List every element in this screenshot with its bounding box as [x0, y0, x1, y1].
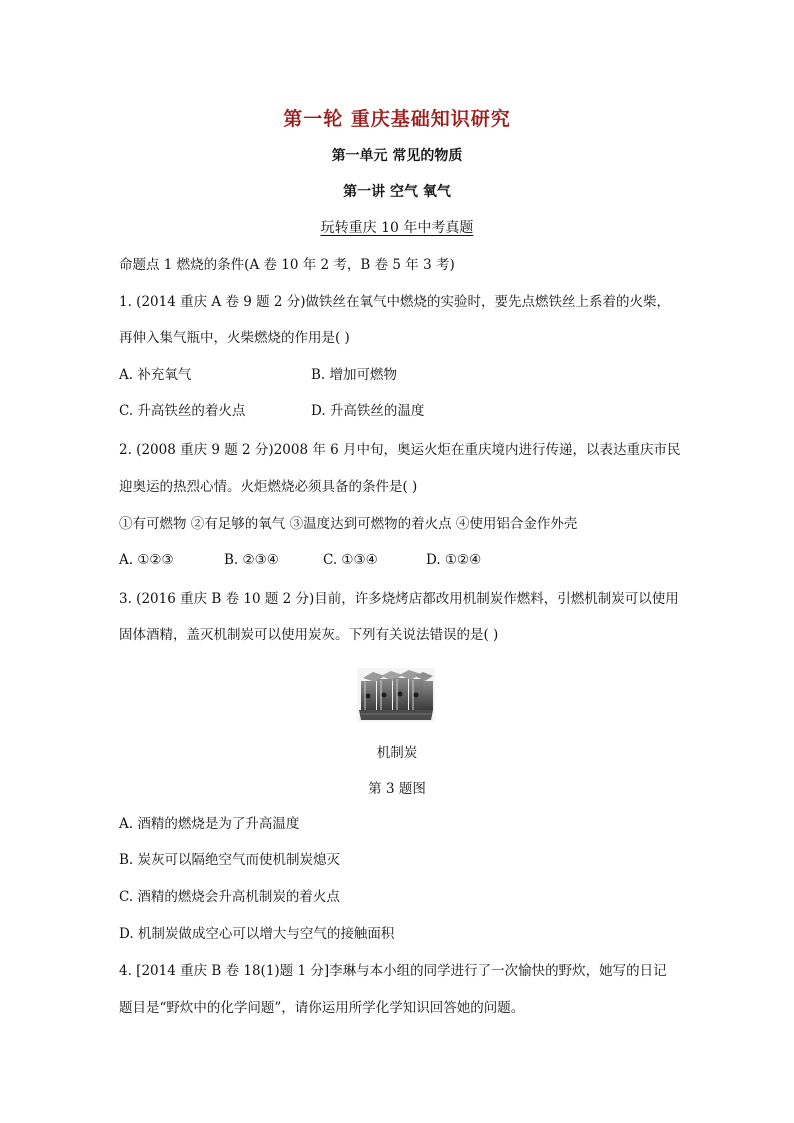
section-heading-text: 玩转重庆 10 年中考真题 — [320, 220, 474, 236]
q3-line1: 3. (2016 重庆 B 卷 10 题 2 分)目前，许多烧烤店都改用机制炭作燃料，引燃机制炭可以使用 — [119, 591, 679, 607]
q3-line2: 固体酒精，盖灭机制炭可以使用炭灰。下列有关说法错误的是( ) — [119, 627, 499, 643]
lesson-heading: 第一讲 空气 氧气 — [343, 184, 451, 200]
q4-line1: 4. [2014 重庆 B 卷 18(1)题 1 分]李琳与本小组的同学进行了一次愉快的野炊，她写的日记 — [119, 963, 667, 979]
q2-line2: 迎奥运的热烈心情。火炬燃烧必须具备的条件是( ) — [119, 479, 418, 495]
q1-option-a: A. 补充氧气 — [119, 367, 192, 383]
q1-option-d: D. 升高铁丝的温度 — [311, 403, 425, 419]
q2-option-d: D. ①②④ — [426, 552, 482, 568]
q1-option-c: C. 升高铁丝的着火点 — [119, 403, 246, 419]
topic-line: 命题点 1 燃烧的条件(A 卷 10 年 2 考，B 卷 5 年 3 考) — [119, 257, 455, 273]
q2-option-c: C. ①③④ — [323, 552, 378, 568]
figure-label: 机制炭 — [376, 745, 418, 761]
unit-heading: 第一单元 常见的物质 — [331, 148, 463, 164]
figure-caption: 第 3 题图 — [368, 781, 426, 797]
section-heading — [0, 217, 794, 237]
q4-line2: 题目是“野炊中的化学问题”，请你运用所学化学知识回答她的问题。 — [119, 1000, 525, 1016]
q2-conditions: ①有可燃物 ②有足够的氧气 ③温度达到可燃物的着火点 ④使用铝合金作外壳 — [119, 516, 578, 532]
q3-option-d: D. 机制炭做成空心可以增大与空气的接触面积 — [119, 926, 395, 942]
charcoal-briquettes-image — [357, 668, 435, 722]
q2-option-a: A. ①②③ — [119, 552, 174, 568]
main-title: 第一轮 重庆基础知识研究 — [283, 108, 511, 130]
q2-line1: 2. (2008 重庆 9 题 2 分)2008 年 6 月中旬，奥运火炬在重庆境内进行传递，以表达重庆市民 — [119, 442, 681, 458]
q2-option-b: B. ②③④ — [224, 552, 279, 568]
q1-option-b: B. 增加可燃物 — [311, 367, 398, 383]
q3-option-b: B. 炭灰可以隔绝空气而使机制炭熄灭 — [119, 852, 341, 868]
q1-line2: 再伸入集气瓶中，火柴燃烧的作用是( ) — [119, 330, 350, 346]
q3-option-c: C. 酒精的燃烧会升高机制炭的着火点 — [119, 889, 340, 905]
q3-option-a: A. 酒精的燃烧是为了升高温度 — [119, 816, 300, 832]
q1-line1: 1. (2014 重庆 A 卷 9 题 2 分)做铁丝在氧气中燃烧的实验时，要先点燃铁丝上系着的火柴， — [119, 294, 671, 310]
